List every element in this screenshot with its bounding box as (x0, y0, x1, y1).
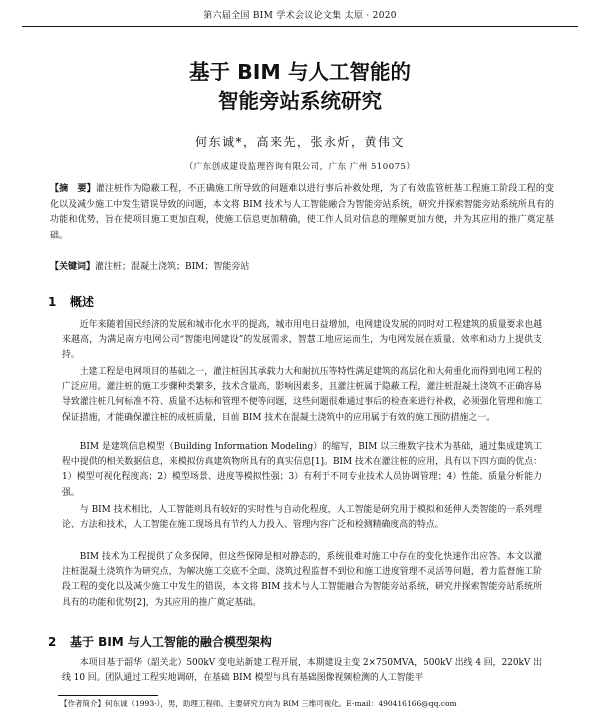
section-2-number: 2 (48, 635, 57, 649)
title-line-2: 智能旁站系统研究 (218, 89, 382, 113)
running-header: 第六届全国 BIM 学术会议论文集 太原 · 2020 (203, 11, 397, 21)
footnote-rule (58, 695, 158, 696)
section-2-heading (48, 633, 272, 650)
section-2-paragraph-1: 本项目基于韶华（韶关北）500kV 变电站新建工程开展，本期建设主变 2×750MVA，500kV 出线 4 回，220kV 出线 10 回。团队通过工程实地调研，在基础 BIM 模型与具有基础图像视频检测的人工智能平 (62, 658, 542, 684)
abstract-text: 灌注桩作为隐蔽工程，不正确施工所导致的问题难以进行事后补救处理，为了有效监管桩基工程施工阶段工程的变化以及减少施工中发生错误导致的问题，本文将 BIM 技术与人工智能融合为智能旁站系统，研究并探索智能旁站系统所具有的功能和优势，旨在使项目施工更加直观，使施工信息更加精确，使工作人员对信息的理解更加方便，并为其应用的推广奠定基础。 (50, 184, 554, 241)
header-rule (22, 26, 578, 27)
section-1-title: 概述 (70, 295, 95, 309)
section-2-title: 基于 BIM 与人工智能的融合模型架构 (70, 635, 272, 649)
section-1-paragraph-1: 近年来随着国民经济的发展和城市化水平的提高，城市用电日益增加，电网建设发展的同时对工程建筑的质量要求也越来越高，为满足南方电网公司“智能电网建设”的发展需求，智慧工地应运而生，为电网发展在质量、效率和动力上提供支持。 (62, 320, 542, 361)
abstract (50, 182, 554, 244)
author-list: 何东诚*，高来先，张永炘，黄伟文 (194, 135, 405, 149)
section-1-paragraph-5: BIM 技术为工程提供了众多保障，但这些保障是相对静态的，系统很难对施工中存在的变化快速作出应答。本文以灌注桩混凝土浇筑作为研究点，为解决施工交底不全面、浇筑过程监督不到位和施工进度管理不灵活等问题，着力监督施工阶段工程的变化以及减少施工中发生的错误，本文将 BIM 技术与人工智能融合为智能旁站系统，研究并探索智能旁站系统所具有的功能和优势[2]，为其应用的推广奠定基础。 (62, 552, 542, 608)
section-1-paragraph-2: 土建工程是电网项目的基础之一，灌注桩因其承载力大和耐抗压等特性满足建筑的高层化和大荷重化而得到电网工程的广泛应用。灌注桩的施工步骤种类繁多，技术含量高，影响因素多，且灌注桩属于隐蔽工程，灌注桩混凝土浇筑不正确容易导致灌注桩几何标准不符、质量不达标和管理不便等问题，这些问题很难通过事后的检查来进行补救，必须强化管理和施工保证措施，才能确保灌注桩的成桩质量，目前 BIM 技术在混凝土浇筑中的应用属于有效的施工预防措施之一。 (62, 367, 542, 423)
title-line-1: 基于 BIM 与人工智能的 (189, 60, 411, 84)
author-footnote: 【作者简介】何东诚（1993-），男，助理工程师。主要研究方向为 BIM 三维可视化。E-mail：490416166@qq.com (60, 699, 457, 708)
affiliation: （广东创成建设监理咨询有限公司，广东 广州 510075） (184, 162, 416, 172)
paper-title (0, 58, 600, 116)
keywords-text: 灌注桩；混凝土浇筑；BIM；智能旁站 (95, 262, 250, 272)
section-1-paragraph-4: 与 BIM 技术相比，人工智能则具有较好的实时性与自动化程度，人工智能是研究用于模拟和延伸人类智能的一系列理论、方法和技术，人工智能在施工现场具有节约人力投入、管理内容广泛和检测精确度高的特点。 (62, 505, 542, 531)
section-1-heading (48, 293, 94, 310)
keywords-label: 【关键词】 (50, 262, 96, 272)
keywords (50, 260, 554, 274)
abstract-label: 【摘 要】 (50, 184, 96, 194)
section-1-paragraph-3: BIM 是建筑信息模型（Building Information Modeling）的缩写，BIM 以三维数字技术为基础，通过集成建筑工程中提供的相关数据信息，来模拟仿真建筑物所具有的真实信息[1]。BIM 技术在灌注桩的应用，具有以下四方面的优点：1）模型可视化程度高；2）模型场景、进度等模拟性强；3）有利于不同专业技术人员协调管理；4）性能、质量分析能力强。 (62, 442, 542, 498)
section-1-number: 1 (48, 295, 57, 309)
